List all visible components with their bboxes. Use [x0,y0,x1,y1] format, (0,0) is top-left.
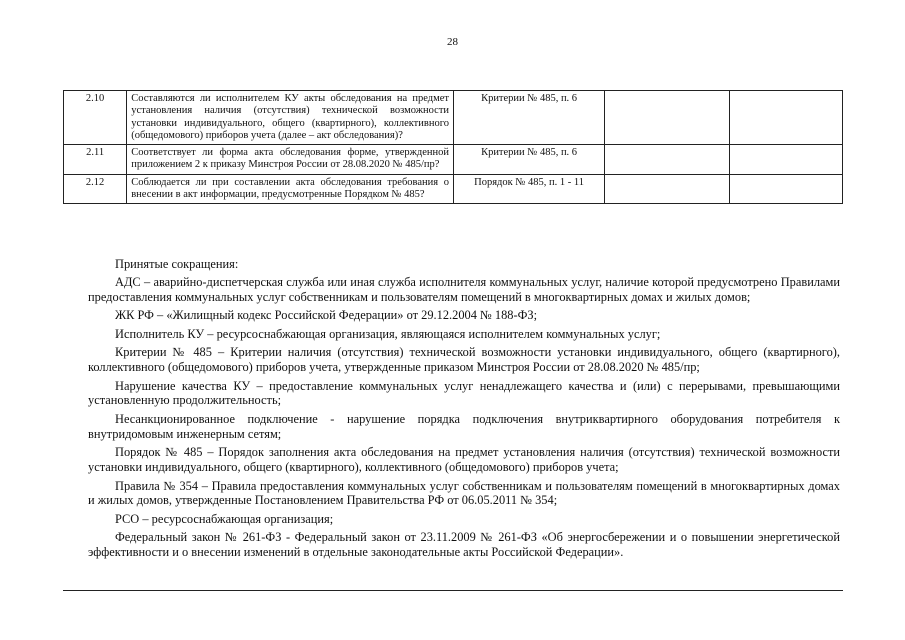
checklist-table [63,90,843,204]
page-number: 28 [447,36,458,48]
abbreviations-title: Принятые сокращения: [115,257,239,271]
abbreviation-item: Порядок № 485 – Порядок заполнения акта обследования на предмет установления наличия (отсутствия) технической возможности установки индивидуального, общего (квартирного), коллективного (общедомового) приборов учета; [88,445,840,475]
abbreviation-item: Нарушение качества КУ – предоставление коммунальных услуг ненадлежащего качества и (или) с перерывами, превышающими установленную продолжительность; [88,378,840,408]
row-answer-cell [605,145,730,175]
row-question: Соответствует ли форма акта обследования форме, утвержденной приложением 2 к приказу Минстроя России от 28.08.2020 № 485/пр? [127,145,454,175]
abbreviation-item: АДС – аварийно-диспетчерская служба или иная служба исполнителя коммунальных услуг, наличие которой предусмотрено Правилами предоставления коммунальных услуг собственникам и пользователям помещений в многоквартирных домах и жилых домов; [88,274,840,304]
row-criterion: Критерии № 485, п. 6 [454,145,605,175]
abbreviation-item: РСО – ресурсоснабжающая организация; [115,511,334,526]
row-criterion: Критерии № 485, п. 6 [454,91,605,145]
row-note-cell [730,174,843,204]
table-row [64,174,843,204]
abbreviation-item: Исполнитель КУ – ресурсоснабжающая организация, являющаяся исполнителем коммунальных услуг; [115,326,661,341]
row-number: 2.11 [64,145,127,175]
row-answer-cell [605,91,730,145]
abbreviation-item: Несанкционированное подключение - нарушение порядка подключения внутриквартирного оборудования потребителя к внутридомовым инженерным сетям; [88,411,840,441]
footer-divider [63,590,843,591]
row-note-cell [730,145,843,175]
abbreviation-item: Федеральный закон № 261-ФЗ - Федеральный закон от 23.11.2009 № 261-ФЗ «Об энергосбережении и о повышении энергетической эффективности и о внесении изменений в отдельные законодательные акты Российской Федерации». [88,530,840,560]
abbreviation-item: ЖК РФ – «Жилищный кодекс Российской Федерации» от 29.12.2004 № 188-ФЗ; [115,308,538,323]
row-answer-cell [605,174,730,204]
table-row [64,91,843,145]
row-number: 2.10 [64,91,127,145]
row-question: Составляются ли исполнителем КУ акты обследования на предмет установления наличия (отсутствия) технической возможности установки индивидуального, общего (квартирного), коллективного (общедомового) приборов учета (далее – акт обследования)? [127,91,454,145]
row-note-cell [730,91,843,145]
table-row [64,145,843,175]
row-number: 2.12 [64,174,127,204]
row-question: Соблюдается ли при составлении акта обследования требования о внесении в акт информации, предусмотренные Порядком № 485? [127,174,454,204]
abbreviations-section [88,257,840,564]
abbreviation-item: Правила № 354 – Правила предоставления коммунальных услуг собственникам и пользователям помещений в многоквартирных домах и жилых домов, утвержденные Постановлением Правительства РФ от 06.05.2011 № 354; [88,478,840,508]
row-criterion: Порядок № 485, п. 1 - 11 [454,174,605,204]
abbreviation-item: Критерии № 485 – Критерии наличия (отсутствия) технической возможности установки индивидуального, общего (квартирного), коллективного (общедомового) приборов учета, утвержденные приказом Минстроя России от 28.08.2020 № 485/пр; [88,345,840,375]
